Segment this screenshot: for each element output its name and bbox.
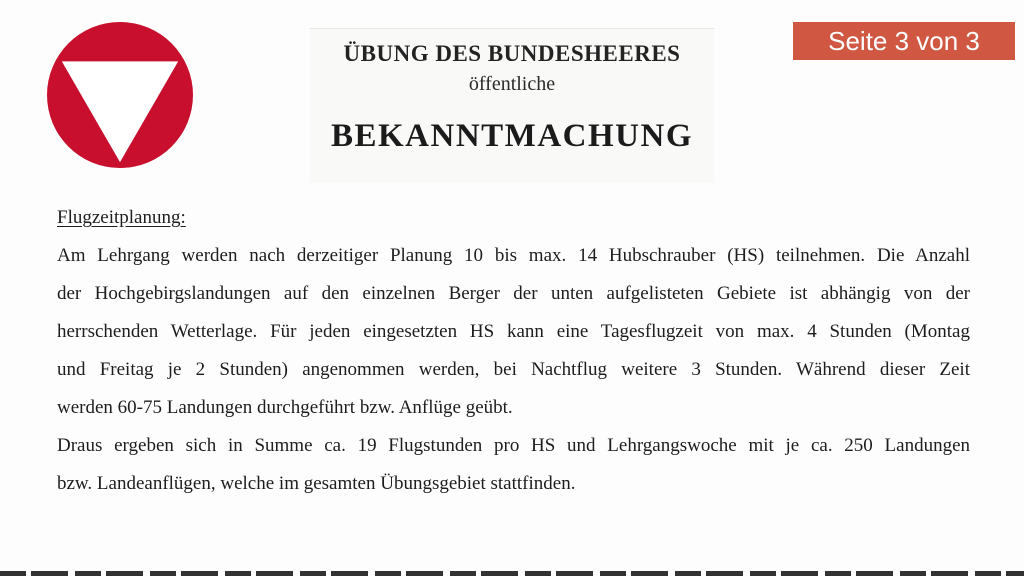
page-indicator-badge: Seite 3 von 3 <box>793 22 1015 60</box>
subtitle: öffentliche <box>468 73 556 95</box>
paragraph-line: Draus ergeben sich in Summe ca. 19 Flugstunden pro HS und Lehrgangswoche mit je ca. 250 Landungen <box>57 435 970 456</box>
body-paragraphs <box>57 199 970 503</box>
paragraph-line: bzw. Landeanflügen, welche im gesamten Übungsgebiet stattfinden. <box>57 473 576 494</box>
main-title: BEKANNTMACHUNG <box>330 118 693 154</box>
paragraph-line: und Freitag je 2 Stunden) angenommen werden, bei Nachtflug weitere 3 Stunden. Während dieser Zeit <box>57 359 970 380</box>
exercise-title: ÜBUNG DES BUNDESHEERES <box>343 41 681 66</box>
header-title-block <box>310 28 714 183</box>
section-heading-label: Flugzeitplanung: <box>57 207 186 228</box>
paragraph-line: werden 60-75 Landungen durchgeführt bzw. Anflüge geübt. <box>57 397 513 418</box>
paragraph-lines-container <box>57 237 970 503</box>
section-heading <box>57 199 970 237</box>
paragraph-line: herrschenden Wetterlage. Für jeden eingesetzten HS kann eine Tagesflugzeit von max. 4 Stunden (Montag <box>57 321 970 342</box>
paragraph-line: Am Lehrgang werden nach derzeitiger Planung 10 bis max. 14 Hubschrauber (HS) teilnehmen. Die Anzahl <box>57 245 970 266</box>
bundesheer-roundel-icon <box>47 22 193 168</box>
scan-edge-artifact <box>0 571 1024 576</box>
paragraph-line: der Hochgebirgslandungen auf den einzelnen Berger der unten aufgelisteten Gebiete ist abhängig von der <box>57 283 970 304</box>
